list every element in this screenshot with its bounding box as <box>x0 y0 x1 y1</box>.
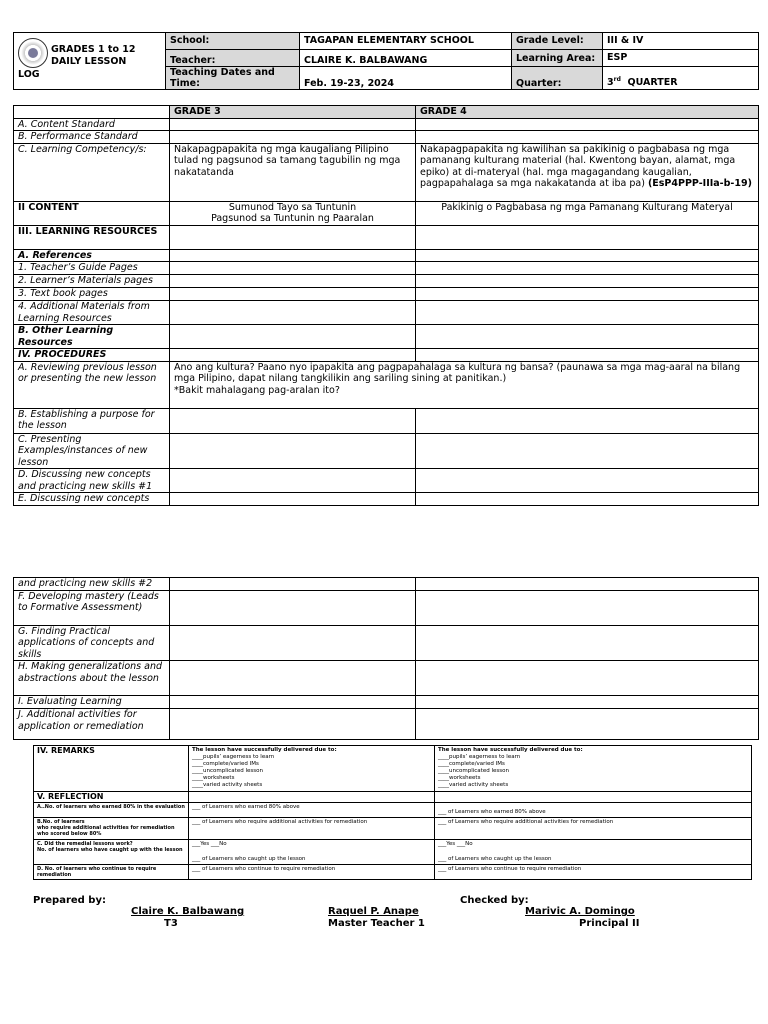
signatory-name-3: Marivic A. Domingo <box>525 906 635 917</box>
textbook-pages-label: 3. Text book pages <box>14 288 170 301</box>
quarter-value: 3rd QUARTER <box>603 67 759 90</box>
school-value: TAGAPAN ELEMENTARY SCHOOL <box>300 33 512 50</box>
header-table <box>13 32 759 90</box>
content-grade4: Pakikinig o Pagbabasa ng mga Pamanang Kulturang Materyal <box>416 201 759 225</box>
performance-standard-label: B. Performance Standard <box>14 131 170 144</box>
teacher-label: Teacher: <box>166 50 300 67</box>
lc-grade3: Nakapagpapakita ng mga kaugaliang Pilipino tulad ng pagsunod sa tamang tagubilin ng mga nakatatanda <box>170 143 416 201</box>
quarter-label: Quarter: <box>512 67 603 90</box>
reflection-b-grade4: ___ of Learners who require additional activities for remediation <box>435 818 752 840</box>
grade3-header: GRADE 3 <box>170 106 416 119</box>
reflection-c-label: C. Did the remedial lessons work? No. of learners who have caught up with the lesson <box>34 840 189 865</box>
title-line3: LOG <box>18 69 40 80</box>
lesson-table-continued <box>13 577 759 740</box>
learning-resources-label: III. LEARNING RESOURCES <box>14 225 170 249</box>
proc-e-cont-label: and practicing new skills #2 <box>14 578 170 591</box>
remarks-grade4: The lesson have successfully delivered due to: ____pupils’ eagerness to learn ____complete/varied IMs ____uncomplicated lesson ____worksheets ____varied activity sheets <box>435 746 752 792</box>
proc-b-label: B. Establishing a purpose for the lesson <box>14 408 170 433</box>
reflection-a-grade4: ___ of Learners who earned 80% above <box>435 803 752 818</box>
learning-area-value: ESP <box>603 50 759 67</box>
proc-h-label: H. Making generalizations and abstractions about the lesson <box>14 661 170 696</box>
content-label: II CONTENT <box>14 201 170 225</box>
dates-label: Teaching Dates and Time: <box>166 67 300 90</box>
content-grade3: Sumunod Tayo sa Tuntunin Pagsunod sa Tuntunin ng Paaralan <box>170 201 416 225</box>
reflection-b-grade3: ___ of Learners who require additional activities for remediation <box>189 818 435 840</box>
dates-value: Feb. 19-23, 2024 <box>300 67 512 90</box>
remarks-grade3: The lesson have successfully delivered due to: ____pupils’ eagerness to learn ____complete/varied IMs ____uncomplicated lesson ____worksheets ____varied activity sheets <box>189 746 435 792</box>
grade-level-label: Grade Level: <box>512 33 603 50</box>
reflection-b-label: B.No. of learners who require additional activities for remediation who scored below 80% <box>34 818 189 840</box>
school-label: School: <box>166 33 300 50</box>
prepared-by-label: Prepared by: <box>33 895 106 906</box>
learning-competency-label: C. Learning Competency/s: <box>14 143 170 201</box>
signatory-name-1: Claire K. Balbawang <box>131 906 245 917</box>
lc-grade4: Nakapagpapakita ng kawilihan sa pakikinig o pagbabasa ng mga pamanang kulturang material (hal. Kwentong bayan, alamat, mga epiko) at di-materyal (hal. mga magagandang kaugalian, pagpapahalaga sa mga nakakatanda at iba pa) (EsP4PPP-IIIa-b-19) <box>416 143 759 201</box>
tg-pages-label: 1. Teacher’s Guide Pages <box>14 262 170 275</box>
reflection-d-label: D. No. of learners who continue to require remediation <box>34 865 189 880</box>
signatory-title-2: Master Teacher 1 <box>328 918 425 929</box>
proc-j-label: J. Additional activities for application or remediation <box>14 709 170 740</box>
proc-e-label: E. Discussing new concepts <box>14 493 170 506</box>
title-line2: DAILY LESSON <box>51 56 127 67</box>
reflection-d-grade4: ___ of Learners who continue to require remediation <box>435 865 752 880</box>
learning-area-label: Learning Area: <box>512 50 603 67</box>
proc-a-label: A. Reviewing previous lesson or presenting the new lesson <box>14 361 170 408</box>
reflection-label: V. REFLECTION <box>34 792 189 803</box>
lm-pages-label: 2. Learner’s Materials pages <box>14 275 170 288</box>
title-line1: GRADES 1 to 12 <box>51 44 136 55</box>
proc-f-label: F. Developing mastery (Leads to Formative Assessment) <box>14 590 170 625</box>
other-resources-label: B. Other Learning Resources <box>14 325 170 349</box>
signatory-title-3: Principal II <box>579 918 640 929</box>
grade-level-value: III & IV <box>603 33 759 50</box>
proc-d-label: D. Discussing new concepts and practicing new skills #1 <box>14 469 170 493</box>
remarks-table <box>33 745 752 880</box>
signatory-name-2: Raquel P. Anape <box>328 906 419 917</box>
reflection-d-grade3: ___ of Learners who continue to require remediation <box>189 865 435 880</box>
reflection-a-grade3: ___ of Learners who earned 80% above <box>189 803 435 818</box>
references-label: A. References <box>14 249 170 262</box>
reflection-c-grade3: ___Yes ___No ___ of Learners who caught up the lesson <box>189 840 435 865</box>
checked-by-label: Checked by: <box>460 895 529 906</box>
procedures-label: IV. PROCEDURES <box>14 349 170 362</box>
proc-i-label: I. Evaluating Learning <box>14 696 170 709</box>
content-standard-label: A. Content Standard <box>14 118 170 131</box>
remarks-label: IV. REMARKS <box>34 746 189 792</box>
proc-c-label: C. Presenting Examples/instances of new lesson <box>14 433 170 469</box>
grade4-header: GRADE 4 <box>416 106 759 119</box>
deped-seal-icon <box>18 38 48 68</box>
reflection-c-grade4: ___Yes ___No ___ of Learners who caught up the lesson <box>435 840 752 865</box>
proc-g-label: G. Finding Practical applications of concepts and skills <box>14 625 170 661</box>
dll-title-cell <box>14 33 166 90</box>
proc-a-content: Ano ang kultura? Paano nyo ipapakita ang pagpapahalaga sa kultura ng bansa? (paunawa sa mga mag-aaral na bilang mga Pilipino, dapat nilang tangkilikin ang sariling sining at panitikan.) *Bakit mahalagang pag-aralan ito? <box>170 361 759 408</box>
teacher-value: CLAIRE K. BALBAWANG <box>300 50 512 67</box>
signatory-title-1: T3 <box>164 918 178 929</box>
lesson-table <box>13 105 759 506</box>
reflection-a-label: A..No. of learners who earned 80% in the evaluation <box>34 803 189 818</box>
additional-materials-label: 4. Additional Materials from Learning Resources <box>14 301 170 325</box>
